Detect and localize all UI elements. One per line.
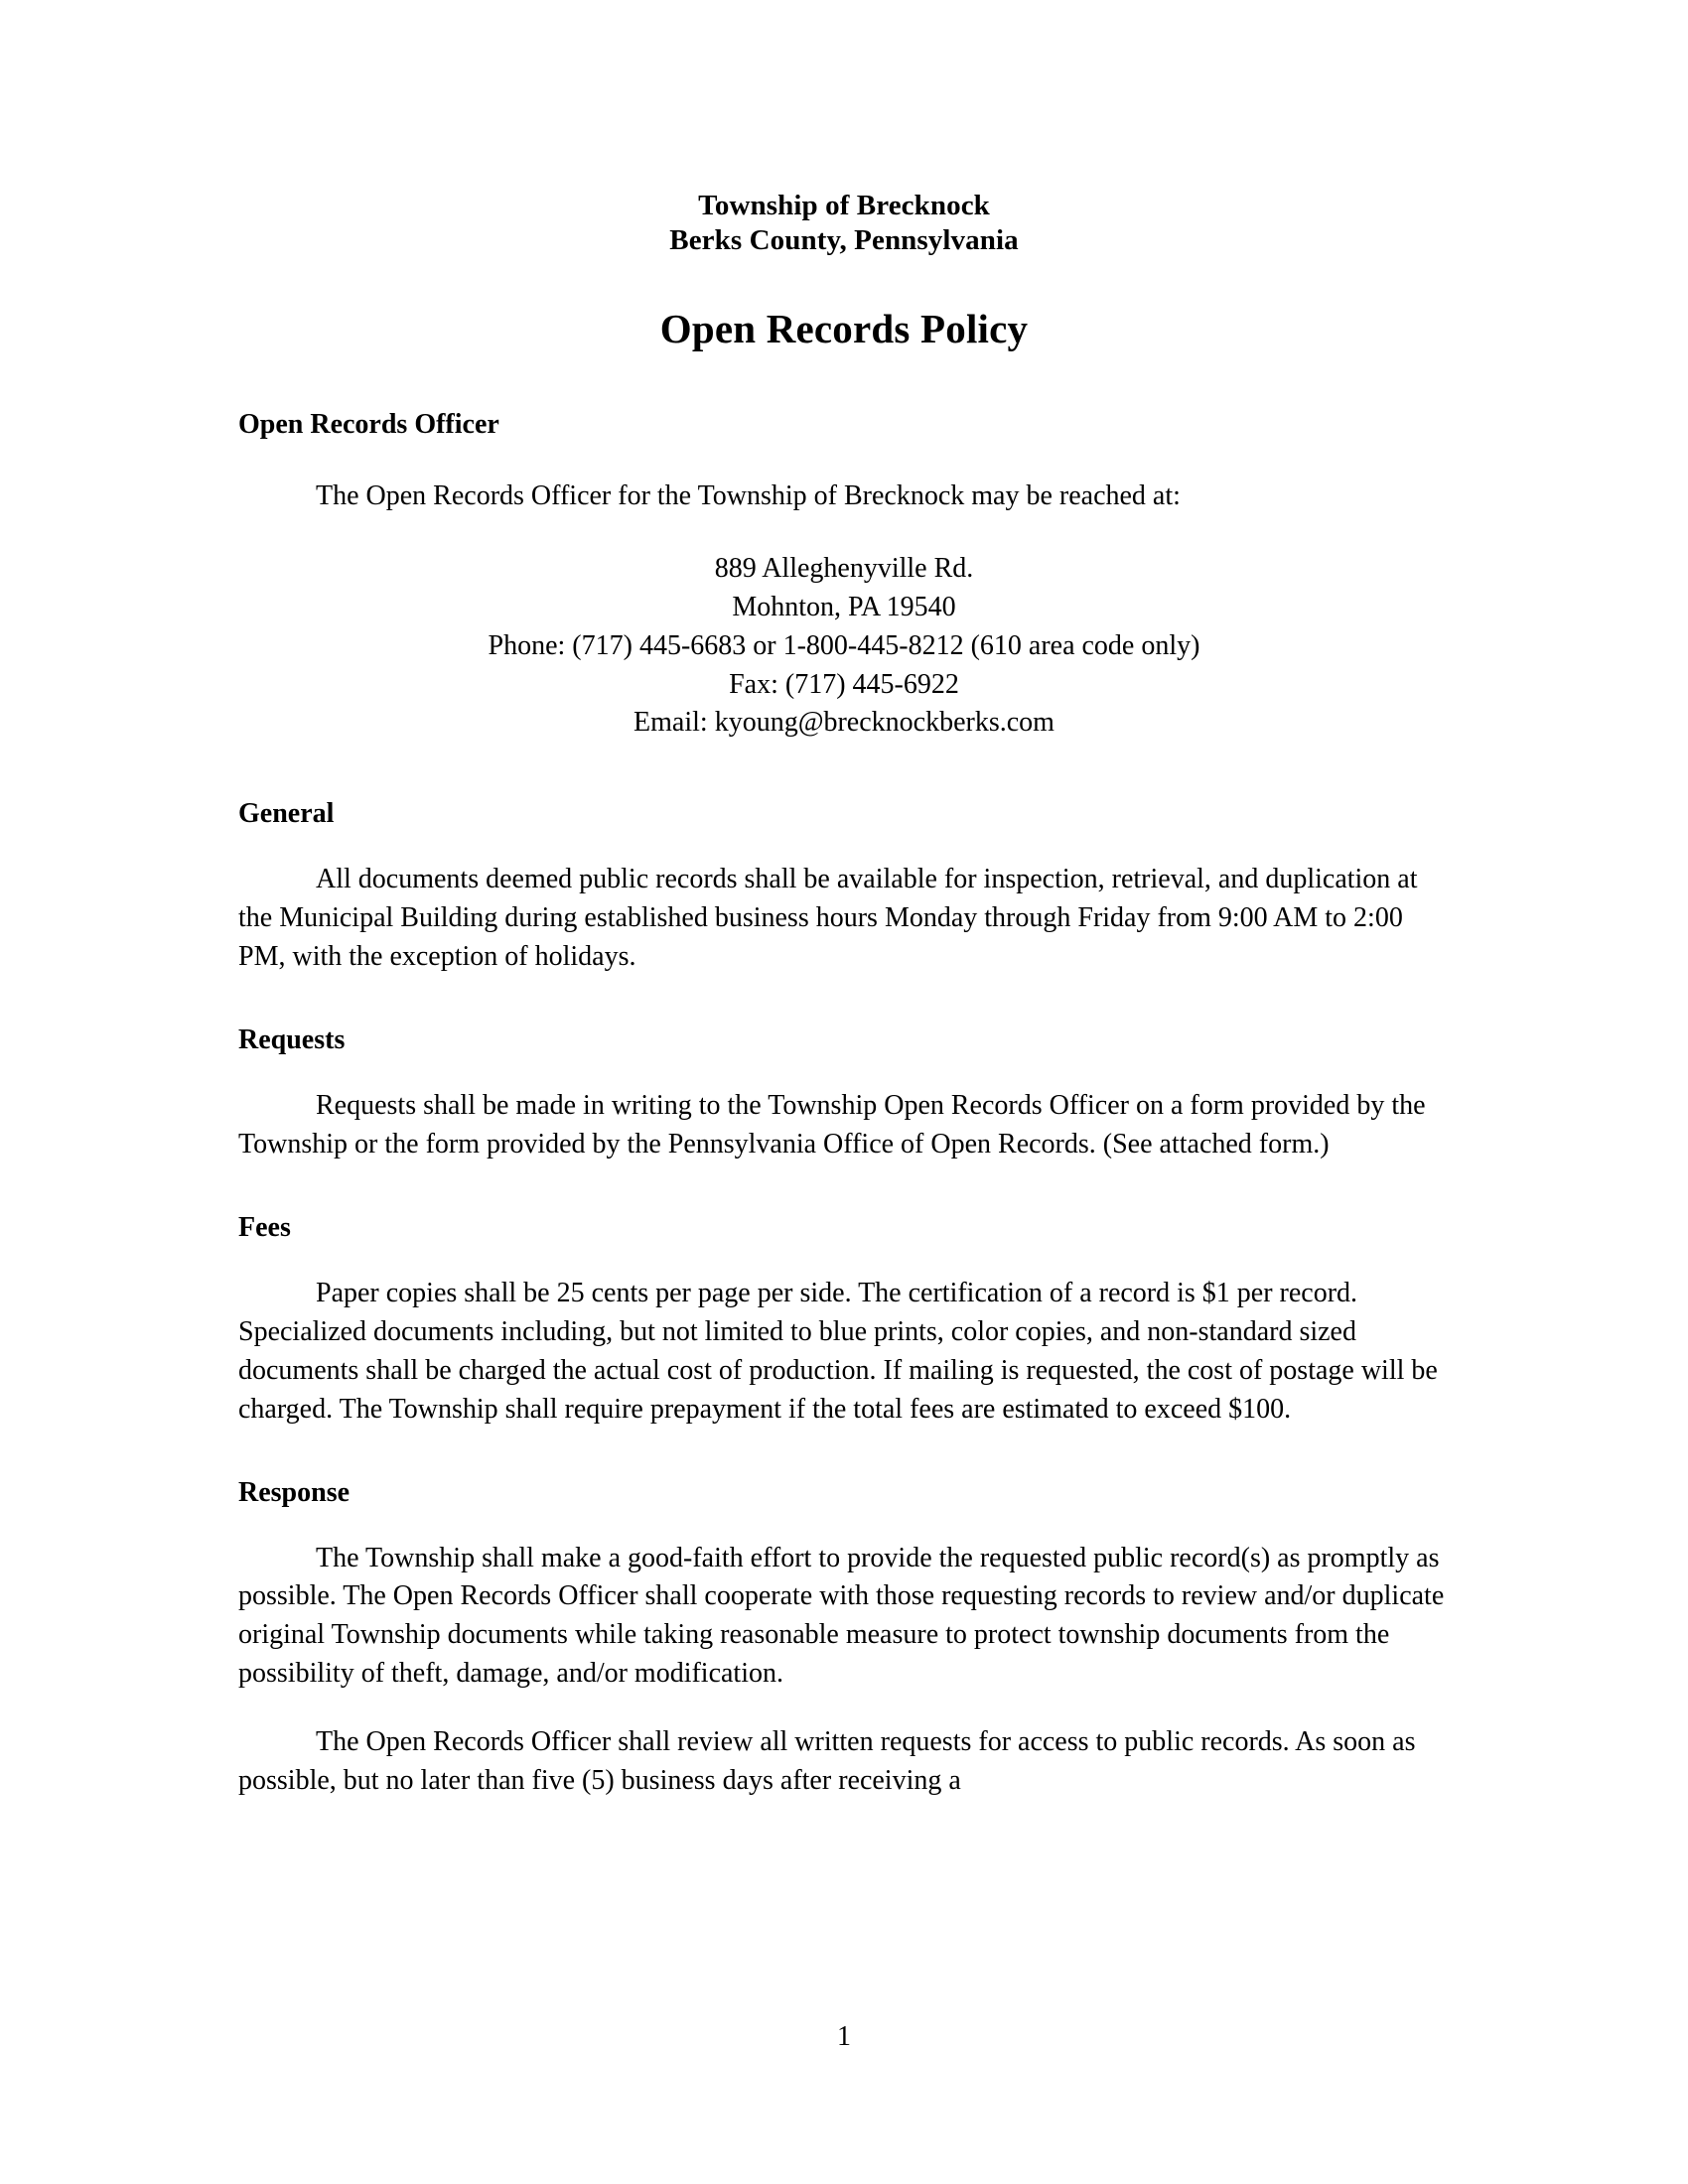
contact-fax: Fax: (717) 445-6922 [729,668,959,700]
officer-contact-block [238,550,1450,744]
contact-city-state-zip: Mohnton, PA 19540 [732,591,956,622]
page-number-footer: 1 [837,2021,851,2052]
section-heading-response: Response [238,1476,351,1508]
section-heading-fees: Fees [238,1211,291,1243]
letterhead [238,189,1450,259]
section-body-requests: Requests shall be made in writing to the Township Open Records Officer on a form provided by the Township or the form provided by the Pennsylvania Office of Open Records. (See attached form.) [238,1090,1426,1160]
document-content [238,189,1450,1801]
page-title: Open Records Policy [659,305,1029,351]
section-heading-general: General [238,798,335,830]
contact-phone: Phone: (717) 445-6683 or 1-800-445-8212 (610 area code only) [488,629,1200,661]
section-body-response-second: The Open Records Officer shall review all written requests for access to public records. As soon as possible, but no later than five (5) business days after receiving a [238,1726,1416,1797]
section-body-response-first: The Township shall make a good-faith effort to provide the requested public record(s) as promptly as possible. The Open Records Officer shall cooperate with those requesting records to review and/or duplicate original Township documents while taking reasonable measure to protect township documents from the possibility of theft, damage, and/or modification. [238,1542,1445,1690]
section-heading-requests: Requests [238,1024,346,1056]
contact-email: Email: kyoung@brecknockberks.com [633,707,1055,739]
section-body-general: All documents deemed public records shall be available for inspection, retrieval, and duplication at the Municipal Building during established business hours Monday through Friday from 9:00 AM to 2:00 PM, with the exception of holidays. [238,864,1418,973]
section-body-fees: Paper copies shall be 25 cents per page per side. The certification of a record is $1 per record. Specialized documents including, but not limited to blue prints, color copies, and non-standard sized documents shall be charged the actual cost of production. If mailing is requested, the cost of postage will be charged. The Township shall require prepayment if the total fees are estimated to exceed $100. [238,1277,1438,1425]
letterhead-township: Township of Brecknock [698,190,990,221]
section-heading-open-records-officer: Open Records Officer [238,408,499,440]
contact-street: 889 Alleghenyville Rd. [714,552,974,584]
officer-intro-text: The Open Records Officer for the Township of Brecknock may be reached at: [316,479,1181,511]
letterhead-county: Berks County, Pennsylvania [669,224,1019,257]
